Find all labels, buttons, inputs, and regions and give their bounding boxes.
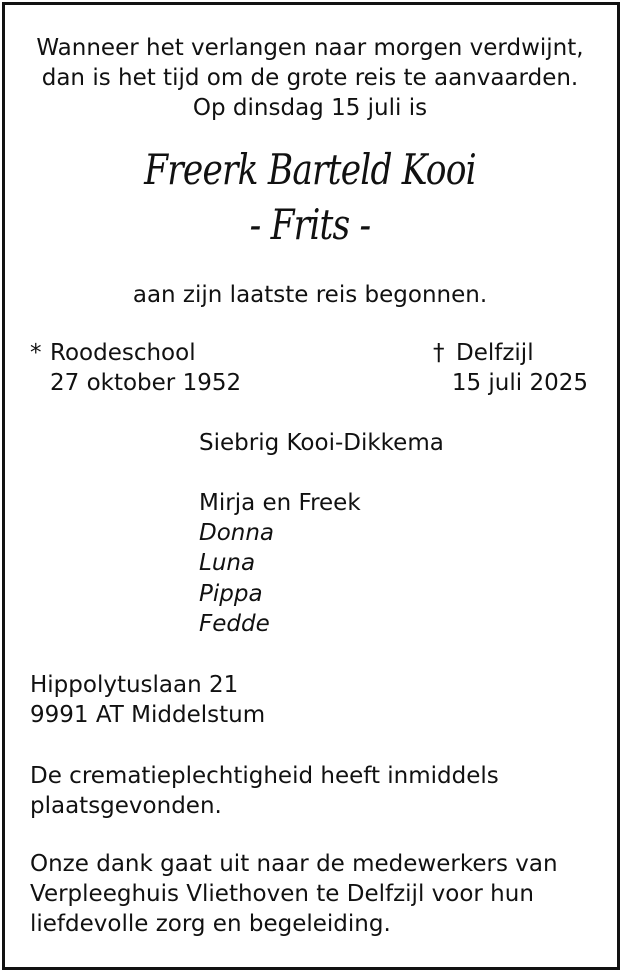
children-names: Mirja en Freek bbox=[199, 490, 361, 516]
journey-line: aan zijn laatste reis begonnen. bbox=[132, 282, 488, 308]
thanks-line-1: Onze dank gaat uit naar de medewerkers van bbox=[30, 851, 558, 877]
intro-line-2: dan is het tijd om de grote reis te aanvaarden. bbox=[41, 65, 579, 91]
intro-line-3: Op dinsdag 15 juli is bbox=[192, 95, 428, 121]
death-place: Delfzijl bbox=[456, 340, 534, 366]
deceased-name: Freerk Barteld Kooi bbox=[144, 145, 476, 194]
grandchild-name: Luna bbox=[199, 550, 256, 576]
address-city: 9991 AT Middelstum bbox=[30, 702, 266, 728]
birth-symbol: * bbox=[30, 340, 42, 366]
grandchild-name: Donna bbox=[199, 520, 275, 546]
thanks-line-2: Verpleeghuis Vliethoven te Delfzijl voor hun bbox=[30, 881, 534, 907]
cremation-line-2: plaatsgevonden. bbox=[30, 793, 222, 819]
death-symbol: † bbox=[433, 340, 445, 366]
spouse-name: Siebrig Kooi-Dikkema bbox=[199, 430, 444, 456]
birth-date: 27 oktober 1952 bbox=[50, 370, 242, 396]
grandchild-name: Pippa bbox=[199, 581, 263, 607]
death-date: 15 juli 2025 bbox=[451, 370, 588, 396]
address-street: Hippolytuslaan 21 bbox=[30, 672, 239, 698]
deceased-nickname: - Frits - bbox=[249, 200, 371, 249]
birth-place: Roodeschool bbox=[50, 340, 196, 366]
grandchild-name: Fedde bbox=[199, 611, 270, 637]
cremation-line-1: De crematieplechtigheid heeft inmiddels bbox=[30, 763, 499, 789]
intro-line-1: Wanneer het verlangen naar morgen verdwijnt, bbox=[36, 35, 584, 61]
thanks-line-3: liefdevolle zorg en begeleiding. bbox=[30, 911, 391, 937]
